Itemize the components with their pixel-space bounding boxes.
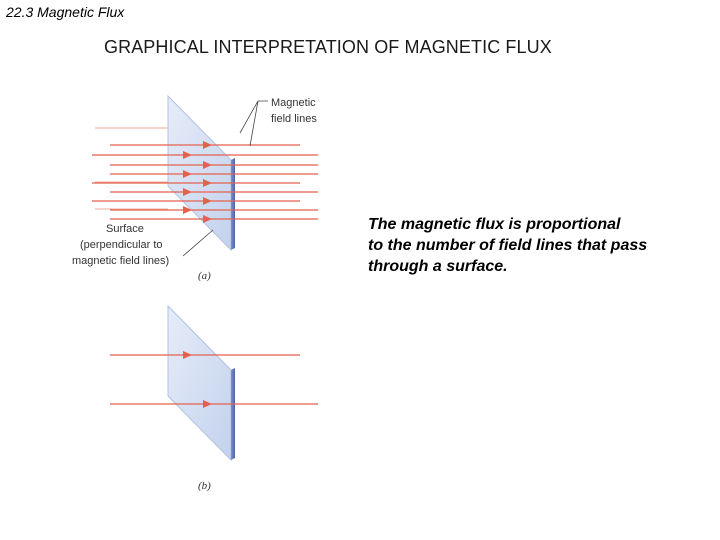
field-lines-behind-a	[95, 128, 168, 209]
surface-b	[168, 306, 231, 460]
surface-leader	[183, 230, 213, 256]
field-lines-label-line2: field lines	[271, 113, 317, 125]
caption-line: through a surface.	[368, 258, 508, 275]
surface-a-edge	[231, 158, 235, 250]
surface-a	[168, 96, 231, 250]
caption	[368, 214, 713, 277]
panel-a-label: (a)	[198, 270, 211, 282]
field-lines-label-line1: Magnetic	[271, 97, 316, 109]
caption-line: to the number of field lines that pass	[368, 237, 648, 254]
slide-title: GRAPHICAL INTERPRETATION OF MAGNETIC FLUX	[104, 37, 552, 57]
surface-label-line3: magnetic field lines)	[72, 255, 170, 267]
panel-a	[72, 96, 318, 282]
field-lines-leader	[240, 101, 268, 133]
caption-line: The magnetic flux is proportional	[368, 216, 621, 233]
surface-label-line2: (perpendicular to	[80, 239, 163, 251]
surface-label-line1: Surface	[106, 223, 144, 235]
field-lines-behind-b	[112, 355, 168, 404]
panel-b	[110, 306, 318, 492]
panel-b-label: (b)	[198, 480, 211, 492]
surface-b-edge	[231, 368, 235, 460]
section-label: 22.3 Magnetic Flux	[6, 4, 125, 20]
